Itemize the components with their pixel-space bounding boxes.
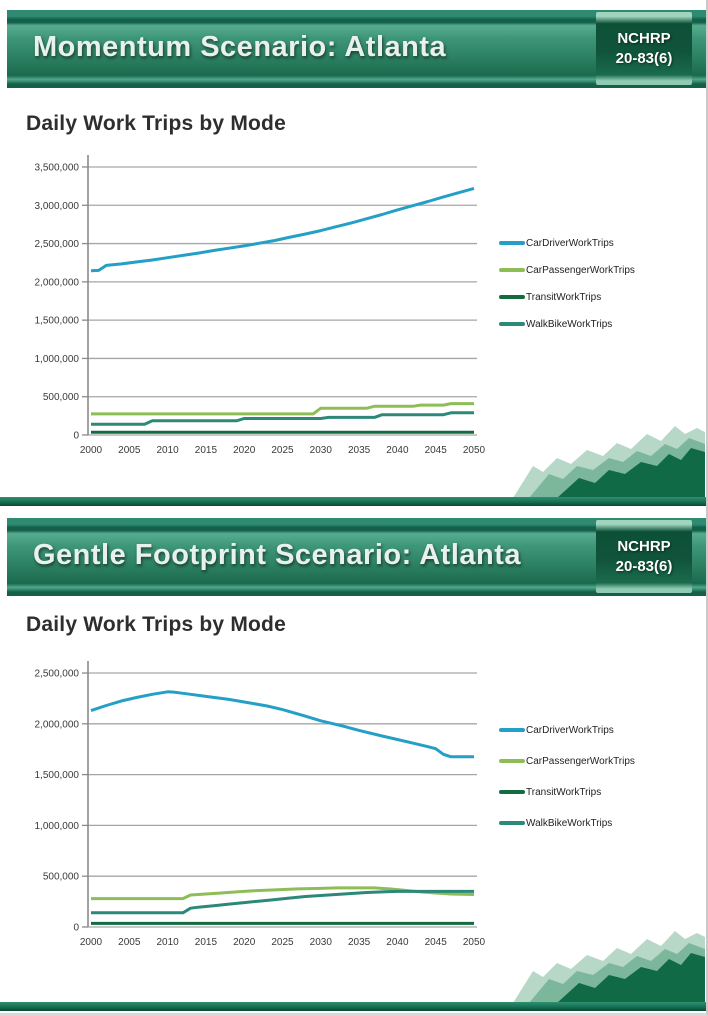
walkbike-line-swatch (499, 821, 525, 825)
svg-text:1,500,000: 1,500,000 (34, 770, 79, 782)
carpassenger-line-swatch (499, 759, 525, 763)
svg-text:2010: 2010 (156, 937, 179, 948)
chart-legend (499, 236, 635, 344)
svg-text:2035: 2035 (347, 937, 371, 948)
svg-text:2035: 2035 (347, 445, 371, 456)
svg-text:2015: 2015 (194, 445, 218, 456)
svg-text:3,500,000: 3,500,000 (34, 162, 79, 174)
badge-line2: 20-83(6) (615, 49, 673, 67)
slide-gentle-footprint (0, 508, 708, 1016)
badge-line2: 20-83(6) (615, 557, 673, 575)
svg-text:2000: 2000 (79, 445, 103, 456)
badge-line1: NCHRP (617, 538, 671, 555)
mountain-decoration (505, 911, 705, 1003)
svg-text:2025: 2025 (271, 445, 294, 456)
svg-text:2010: 2010 (156, 445, 179, 456)
svg-text:1,500,000: 1,500,000 (34, 315, 79, 327)
svg-text:2,500,000: 2,500,000 (34, 668, 79, 680)
legend-label: WalkBikeWorkTrips (526, 318, 613, 330)
svg-text:2005: 2005 (118, 937, 141, 948)
legend-item-cardriver (499, 723, 635, 737)
cardriver-line-swatch (499, 728, 525, 732)
svg-text:2045: 2045 (424, 937, 447, 948)
svg-text:2000: 2000 (79, 937, 103, 948)
svg-text:2005: 2005 (118, 445, 141, 456)
legend-label: TransitWorkTrips (526, 291, 602, 303)
svg-text:2020: 2020 (233, 937, 256, 948)
svg-text:2025: 2025 (271, 937, 294, 948)
svg-text:2030: 2030 (309, 937, 332, 948)
legend-label: TransitWorkTrips (526, 786, 602, 798)
svg-text:2015: 2015 (194, 937, 218, 948)
svg-text:2,500,000: 2,500,000 (34, 239, 79, 251)
legend-item-transit (499, 290, 635, 304)
transit-line-swatch (499, 790, 525, 794)
slide-title: Gentle Footprint Scenario: Atlanta (33, 539, 522, 572)
slide-title: Momentum Scenario: Atlanta (33, 31, 447, 64)
svg-text:2050: 2050 (462, 445, 486, 456)
svg-text:2045: 2045 (424, 445, 447, 456)
svg-text:2,000,000: 2,000,000 (34, 719, 79, 731)
slide-footer-bar (0, 1002, 706, 1011)
legend-label: CarPassengerWorkTrips (526, 755, 635, 767)
svg-text:0: 0 (73, 922, 79, 934)
transit-line-swatch (499, 295, 525, 299)
svg-text:500,000: 500,000 (42, 871, 79, 883)
svg-text:2030: 2030 (309, 445, 332, 456)
legend-label: WalkBikeWorkTrips (526, 817, 613, 829)
chart-title: Daily Work Trips by Mode (26, 613, 286, 636)
legend-item-walkbike (499, 317, 635, 331)
legend-label: CarPassengerWorkTrips (526, 264, 635, 276)
walkbike-line-swatch (499, 322, 525, 326)
legend-item-walkbike (499, 816, 635, 830)
legend-label: CarDriverWorkTrips (526, 237, 614, 249)
legend-item-transit (499, 785, 635, 799)
slide-footer-bar (0, 497, 706, 506)
chart-legend (499, 723, 635, 847)
carpassenger-line-swatch (499, 268, 525, 272)
svg-text:2050: 2050 (462, 937, 486, 948)
legend-label: CarDriverWorkTrips (526, 724, 614, 736)
svg-text:2020: 2020 (233, 445, 256, 456)
svg-text:2040: 2040 (386, 445, 409, 456)
legend-item-carpassenger (499, 754, 635, 768)
legend-item-carpassenger (499, 263, 635, 277)
cardriver-line-swatch (499, 241, 525, 245)
svg-text:0: 0 (73, 430, 79, 442)
svg-text:500,000: 500,000 (42, 392, 79, 404)
chart-title: Daily Work Trips by Mode (26, 112, 286, 135)
svg-text:2040: 2040 (386, 937, 409, 948)
mountain-decoration (505, 406, 705, 498)
svg-text:2,000,000: 2,000,000 (34, 277, 79, 289)
legend-item-cardriver (499, 236, 635, 250)
svg-text:1,000,000: 1,000,000 (34, 353, 79, 365)
svg-text:1,000,000: 1,000,000 (34, 820, 79, 832)
badge-line1: NCHRP (617, 30, 671, 47)
svg-text:3,000,000: 3,000,000 (34, 200, 79, 212)
